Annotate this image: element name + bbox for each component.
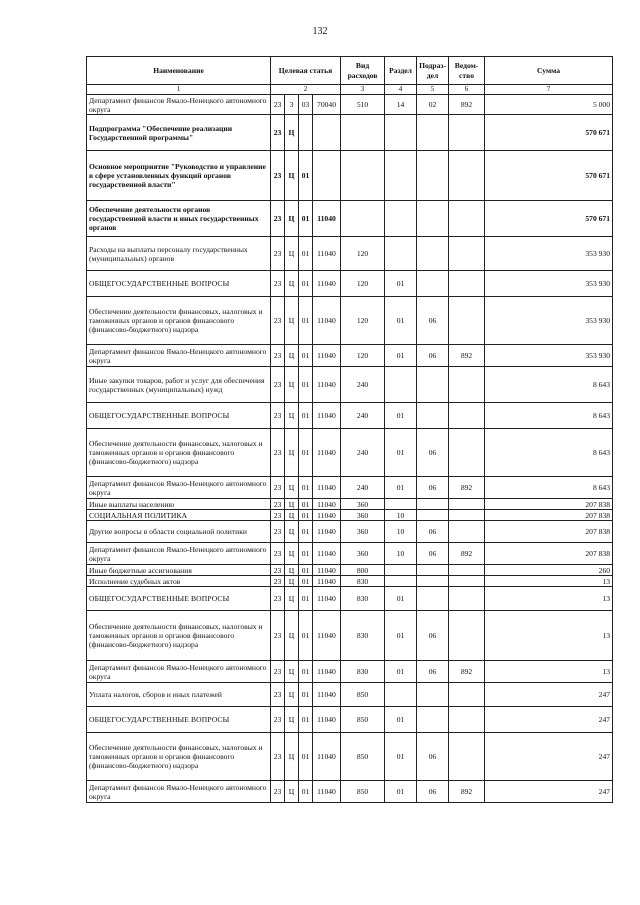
target-program-cell: 23 — [271, 576, 285, 587]
column-number: 2 — [271, 85, 341, 95]
sum-cell: 247 — [485, 781, 613, 803]
target-event-cell: 01 — [299, 565, 313, 576]
target-program-cell: 23 — [271, 201, 285, 237]
header-section: Раздел — [385, 57, 417, 85]
table-row — [87, 499, 613, 510]
target-subprogram-cell: Ц — [285, 345, 299, 367]
section-cell — [385, 683, 417, 707]
target-subprogram-cell: Ц — [285, 611, 299, 661]
header-subsection: Подраз-дел — [417, 57, 449, 85]
table-row — [87, 611, 613, 661]
target-program-cell: 23 — [271, 499, 285, 510]
subsection-cell — [417, 510, 449, 521]
target-event-cell: 01 — [299, 201, 313, 237]
target-event-cell: 01 — [299, 367, 313, 403]
table-row — [87, 733, 613, 781]
target-event-cell: 01 — [299, 781, 313, 803]
department-cell — [449, 367, 485, 403]
target-program-cell: 23 — [271, 543, 285, 565]
target-direction-cell — [313, 151, 341, 201]
expense-type-cell: 360 — [341, 521, 385, 543]
department-cell — [449, 565, 485, 576]
sum-cell: 13 — [485, 611, 613, 661]
target-subprogram-cell: Ц — [285, 201, 299, 237]
section-cell: 01 — [385, 661, 417, 683]
target-event-cell: 01 — [299, 403, 313, 429]
subsection-cell: 06 — [417, 429, 449, 477]
column-number: 4 — [385, 85, 417, 95]
expense-type-cell: 830 — [341, 611, 385, 661]
sum-cell: 353 930 — [485, 297, 613, 345]
department-cell — [449, 587, 485, 611]
target-event-cell: 01 — [299, 271, 313, 297]
sum-cell: 247 — [485, 707, 613, 733]
target-event-cell: 01 — [299, 707, 313, 733]
table-row — [87, 576, 613, 587]
expense-type-cell — [341, 151, 385, 201]
sum-cell: 353 930 — [485, 345, 613, 367]
sum-cell: 13 — [485, 576, 613, 587]
department-cell — [449, 271, 485, 297]
subsection-cell — [417, 683, 449, 707]
row-name-cell: Подпрограмма "Обеспечение реализации Государственной программы" — [87, 115, 271, 151]
expense-type-cell: 240 — [341, 403, 385, 429]
section-cell — [385, 237, 417, 271]
target-program-cell: 23 — [271, 611, 285, 661]
subsection-cell — [417, 565, 449, 576]
subsection-cell: 06 — [417, 543, 449, 565]
target-direction-cell: 11040 — [313, 587, 341, 611]
target-direction-cell: 11040 — [313, 297, 341, 345]
expense-type-cell: 240 — [341, 429, 385, 477]
target-event-cell: 01 — [299, 611, 313, 661]
sum-cell: 247 — [485, 733, 613, 781]
sum-cell: 207 838 — [485, 499, 613, 510]
expense-type-cell: 240 — [341, 477, 385, 499]
target-event-cell: 01 — [299, 683, 313, 707]
target-event-cell: 01 — [299, 587, 313, 611]
department-cell — [449, 297, 485, 345]
target-subprogram-cell: Ц — [285, 587, 299, 611]
target-program-cell: 23 — [271, 661, 285, 683]
target-program-cell: 23 — [271, 115, 285, 151]
sum-cell: 247 — [485, 683, 613, 707]
expense-type-cell: 120 — [341, 237, 385, 271]
target-subprogram-cell: Ц — [285, 521, 299, 543]
department-cell — [449, 683, 485, 707]
target-program-cell: 23 — [271, 683, 285, 707]
section-cell: 01 — [385, 403, 417, 429]
target-direction-cell: 70040 — [313, 95, 341, 115]
target-event-cell: 01 — [299, 237, 313, 271]
row-name-cell: Обеспечение деятельности финансовых, налоговых и таможенных органов и органов финансового (финансово-бюджетного) надзора — [87, 297, 271, 345]
subsection-cell — [417, 576, 449, 587]
target-event-cell: 01 — [299, 345, 313, 367]
subsection-cell — [417, 587, 449, 611]
target-program-cell: 23 — [271, 781, 285, 803]
sum-cell: 260 — [485, 565, 613, 576]
table-row — [87, 477, 613, 499]
target-direction-cell: 11040 — [313, 543, 341, 565]
subsection-cell: 06 — [417, 611, 449, 661]
target-subprogram-cell: Ц — [285, 683, 299, 707]
sum-cell: 570 671 — [485, 201, 613, 237]
department-cell: 892 — [449, 95, 485, 115]
target-direction-cell: 11040 — [313, 271, 341, 297]
section-cell: 01 — [385, 587, 417, 611]
department-cell — [449, 237, 485, 271]
target-subprogram-cell: Ц — [285, 477, 299, 499]
header-target-article: Целевая статья — [271, 57, 341, 85]
table-row — [87, 429, 613, 477]
target-direction-cell: 11040 — [313, 781, 341, 803]
expense-type-cell: 830 — [341, 661, 385, 683]
row-name-cell: Иные бюджетные ассигнования — [87, 565, 271, 576]
sum-cell: 207 838 — [485, 543, 613, 565]
department-cell: 892 — [449, 781, 485, 803]
sum-cell: 207 838 — [485, 510, 613, 521]
department-cell — [449, 403, 485, 429]
expense-type-cell: 830 — [341, 576, 385, 587]
target-direction-cell: 11040 — [313, 611, 341, 661]
section-cell: 01 — [385, 733, 417, 781]
column-number: 5 — [417, 85, 449, 95]
table-row — [87, 367, 613, 403]
table-row — [87, 707, 613, 733]
target-subprogram-cell: 3 — [285, 95, 299, 115]
row-name-cell: Департамент финансов Ямало-Ненецкого автономного округа — [87, 661, 271, 683]
row-name-cell: Исполнение судебных актов — [87, 576, 271, 587]
section-cell: 01 — [385, 345, 417, 367]
expense-type-cell — [341, 115, 385, 151]
table-row — [87, 565, 613, 576]
target-event-cell: 01 — [299, 429, 313, 477]
target-event-cell: 01 — [299, 297, 313, 345]
row-name-cell: ОБЩЕГОСУДАРСТВЕННЫЕ ВОПРОСЫ — [87, 403, 271, 429]
header-department: Ведом-ство — [449, 57, 485, 85]
target-program-cell: 23 — [271, 733, 285, 781]
section-cell — [385, 151, 417, 201]
target-event-cell: 01 — [299, 510, 313, 521]
department-cell — [449, 201, 485, 237]
subsection-cell — [417, 271, 449, 297]
target-direction-cell — [313, 115, 341, 151]
section-cell: 01 — [385, 429, 417, 477]
column-number: 3 — [341, 85, 385, 95]
row-name-cell: Департамент финансов Ямало-Ненецкого автономного округа — [87, 345, 271, 367]
target-subprogram-cell: Ц — [285, 510, 299, 521]
target-subprogram-cell: Ц — [285, 151, 299, 201]
target-event-cell: 01 — [299, 499, 313, 510]
target-program-cell: 23 — [271, 521, 285, 543]
department-cell — [449, 707, 485, 733]
target-subprogram-cell: Ц — [285, 237, 299, 271]
sum-cell: 13 — [485, 661, 613, 683]
department-cell — [449, 499, 485, 510]
target-program-cell: 23 — [271, 367, 285, 403]
budget-table — [86, 56, 613, 803]
row-name-cell: Иные закупки товаров, работ и услуг для обеспечения государственных (муниципальных) нужд — [87, 367, 271, 403]
target-program-cell: 23 — [271, 429, 285, 477]
table-row — [87, 95, 613, 115]
subsection-cell: 06 — [417, 297, 449, 345]
target-direction-cell: 11040 — [313, 477, 341, 499]
target-subprogram-cell: Ц — [285, 499, 299, 510]
expense-type-cell: 850 — [341, 781, 385, 803]
target-event-cell: 03 — [299, 95, 313, 115]
row-name-cell: Департамент финансов Ямало-Ненецкого автономного округа — [87, 781, 271, 803]
section-cell: 10 — [385, 521, 417, 543]
row-name-cell: Расходы на выплаты персоналу государственных (муниципальных) органов — [87, 237, 271, 271]
department-cell — [449, 733, 485, 781]
table-body — [87, 95, 613, 803]
department-cell: 892 — [449, 543, 485, 565]
section-cell — [385, 499, 417, 510]
section-cell: 01 — [385, 707, 417, 733]
expense-type-cell: 510 — [341, 95, 385, 115]
target-program-cell: 23 — [271, 151, 285, 201]
table-row — [87, 781, 613, 803]
target-direction-cell: 11040 — [313, 661, 341, 683]
subsection-cell: 06 — [417, 781, 449, 803]
row-name-cell: Департамент финансов Ямало-Ненецкого автономного округа — [87, 543, 271, 565]
target-program-cell: 23 — [271, 237, 285, 271]
expense-type-cell: 360 — [341, 499, 385, 510]
section-cell: 14 — [385, 95, 417, 115]
row-name-cell: Обеспечение деятельности органов государственной власти и иных государственных органов — [87, 201, 271, 237]
table-row — [87, 297, 613, 345]
department-cell — [449, 510, 485, 521]
row-name-cell: Департамент финансов Ямало-Ненецкого автономного округа — [87, 95, 271, 115]
sum-cell: 8 643 — [485, 429, 613, 477]
section-cell — [385, 115, 417, 151]
department-cell — [449, 521, 485, 543]
target-subprogram-cell: Ц — [285, 115, 299, 151]
department-cell — [449, 429, 485, 477]
row-name-cell: Другие вопросы в области социальной политики — [87, 521, 271, 543]
row-name-cell: Основное мероприятие "Руководство и управление в сфере установленных функций органов государственной власти" — [87, 151, 271, 201]
target-event-cell: 01 — [299, 576, 313, 587]
target-event-cell: 01 — [299, 543, 313, 565]
target-direction-cell: 11040 — [313, 237, 341, 271]
department-cell — [449, 151, 485, 201]
subsection-cell: 06 — [417, 733, 449, 781]
target-event-cell — [299, 115, 313, 151]
target-program-cell: 23 — [271, 477, 285, 499]
table-row — [87, 115, 613, 151]
sum-cell: 8 643 — [485, 367, 613, 403]
subsection-cell — [417, 201, 449, 237]
column-number: 1 — [87, 85, 271, 95]
expense-type-cell: 360 — [341, 543, 385, 565]
target-direction-cell: 11040 — [313, 733, 341, 781]
table-row — [87, 683, 613, 707]
target-subprogram-cell: Ц — [285, 297, 299, 345]
subsection-cell — [417, 115, 449, 151]
section-cell: 01 — [385, 781, 417, 803]
row-name-cell: ОБЩЕГОСУДАРСТВЕННЫЕ ВОПРОСЫ — [87, 587, 271, 611]
subsection-cell — [417, 151, 449, 201]
expense-type-cell: 800 — [341, 565, 385, 576]
target-program-cell: 23 — [271, 510, 285, 521]
department-cell: 892 — [449, 661, 485, 683]
target-direction-cell: 11040 — [313, 429, 341, 477]
sum-cell: 13 — [485, 587, 613, 611]
row-name-cell: Обеспечение деятельности финансовых, налоговых и таможенных органов и органов финансового (финансово-бюджетного) надзора — [87, 429, 271, 477]
target-direction-cell: 11040 — [313, 565, 341, 576]
expense-type-cell: 120 — [341, 271, 385, 297]
target-event-cell: 01 — [299, 477, 313, 499]
target-program-cell: 23 — [271, 707, 285, 733]
section-cell: 10 — [385, 543, 417, 565]
table-row — [87, 587, 613, 611]
subsection-cell: 06 — [417, 661, 449, 683]
expense-type-cell: 120 — [341, 297, 385, 345]
row-name-cell: ОБЩЕГОСУДАРСТВЕННЫЕ ВОПРОСЫ — [87, 707, 271, 733]
table-row — [87, 271, 613, 297]
target-subprogram-cell: Ц — [285, 707, 299, 733]
subsection-cell — [417, 237, 449, 271]
table-row — [87, 661, 613, 683]
section-cell — [385, 576, 417, 587]
table-row — [87, 510, 613, 521]
department-cell — [449, 576, 485, 587]
column-number: 6 — [449, 85, 485, 95]
target-program-cell: 23 — [271, 345, 285, 367]
target-direction-cell: 11040 — [313, 367, 341, 403]
table-row — [87, 521, 613, 543]
target-subprogram-cell: Ц — [285, 661, 299, 683]
target-subprogram-cell: Ц — [285, 781, 299, 803]
target-direction-cell: 11040 — [313, 403, 341, 429]
header-expense-type: Вид расходов — [341, 57, 385, 85]
row-name-cell: Иные выплаты населению — [87, 499, 271, 510]
subsection-cell: 06 — [417, 477, 449, 499]
section-cell: 01 — [385, 611, 417, 661]
sum-cell: 5 000 — [485, 95, 613, 115]
expense-type-cell: 240 — [341, 367, 385, 403]
subsection-cell: 06 — [417, 521, 449, 543]
row-name-cell: СОЦИАЛЬНАЯ ПОЛИТИКА — [87, 510, 271, 521]
target-direction-cell: 11040 — [313, 499, 341, 510]
target-subprogram-cell: Ц — [285, 576, 299, 587]
table-row — [87, 237, 613, 271]
target-direction-cell: 11040 — [313, 576, 341, 587]
expense-type-cell — [341, 201, 385, 237]
target-direction-cell: 11040 — [313, 521, 341, 543]
table-row — [87, 403, 613, 429]
section-cell: 01 — [385, 271, 417, 297]
target-subprogram-cell: Ц — [285, 565, 299, 576]
target-subprogram-cell: Ц — [285, 543, 299, 565]
expense-type-cell: 830 — [341, 587, 385, 611]
target-program-cell: 23 — [271, 271, 285, 297]
section-cell — [385, 565, 417, 576]
section-cell: 10 — [385, 510, 417, 521]
sum-cell: 570 671 — [485, 151, 613, 201]
expense-type-cell: 850 — [341, 707, 385, 733]
row-name-cell: Обеспечение деятельности финансовых, налоговых и таможенных органов и органов финансового (финансово-бюджетного) надзора — [87, 611, 271, 661]
target-subprogram-cell: Ц — [285, 733, 299, 781]
department-cell: 892 — [449, 345, 485, 367]
sum-cell: 8 643 — [485, 477, 613, 499]
target-program-cell: 23 — [271, 565, 285, 576]
expense-type-cell: 850 — [341, 733, 385, 781]
header-sum: Сумма — [485, 57, 613, 85]
target-direction-cell: 11040 — [313, 707, 341, 733]
subsection-cell — [417, 499, 449, 510]
target-event-cell: 01 — [299, 661, 313, 683]
expense-type-cell: 850 — [341, 683, 385, 707]
target-event-cell: 01 — [299, 521, 313, 543]
section-cell — [385, 201, 417, 237]
sum-cell: 353 930 — [485, 237, 613, 271]
table-row — [87, 345, 613, 367]
page-number: 132 — [312, 26, 328, 37]
target-subprogram-cell: Ц — [285, 367, 299, 403]
subsection-cell — [417, 367, 449, 403]
expense-type-cell: 360 — [341, 510, 385, 521]
column-number: 7 — [485, 85, 613, 95]
target-direction-cell: 11040 — [313, 201, 341, 237]
target-direction-cell: 11040 — [313, 345, 341, 367]
table-row — [87, 543, 613, 565]
target-event-cell: 01 — [299, 151, 313, 201]
target-direction-cell: 11040 — [313, 510, 341, 521]
target-direction-cell: 11040 — [313, 683, 341, 707]
header-name: Наименование — [87, 57, 271, 85]
section-cell — [385, 367, 417, 403]
sum-cell: 8 643 — [485, 403, 613, 429]
target-event-cell: 01 — [299, 733, 313, 781]
row-name-cell: Обеспечение деятельности финансовых, налоговых и таможенных органов и органов финансового (финансово-бюджетного) надзора — [87, 733, 271, 781]
department-cell — [449, 115, 485, 151]
sum-cell: 353 930 — [485, 271, 613, 297]
department-cell — [449, 611, 485, 661]
row-name-cell: Департамент финансов Ямало-Ненецкого автономного округа — [87, 477, 271, 499]
target-program-cell: 23 — [271, 95, 285, 115]
target-subprogram-cell: Ц — [285, 271, 299, 297]
subsection-cell: 02 — [417, 95, 449, 115]
target-subprogram-cell: Ц — [285, 429, 299, 477]
target-program-cell: 23 — [271, 403, 285, 429]
table-row — [87, 201, 613, 237]
section-cell: 01 — [385, 477, 417, 499]
expense-type-cell: 120 — [341, 345, 385, 367]
department-cell: 892 — [449, 477, 485, 499]
row-name-cell: ОБЩЕГОСУДАРСТВЕННЫЕ ВОПРОСЫ — [87, 271, 271, 297]
sum-cell: 207 838 — [485, 521, 613, 543]
section-cell: 01 — [385, 297, 417, 345]
subsection-cell: 06 — [417, 345, 449, 367]
subsection-cell — [417, 403, 449, 429]
table-row — [87, 151, 613, 201]
row-name-cell: Уплата налогов, сборов и иных платежей — [87, 683, 271, 707]
subsection-cell — [417, 707, 449, 733]
target-subprogram-cell: Ц — [285, 403, 299, 429]
target-program-cell: 23 — [271, 297, 285, 345]
sum-cell: 570 671 — [485, 115, 613, 151]
target-program-cell: 23 — [271, 587, 285, 611]
